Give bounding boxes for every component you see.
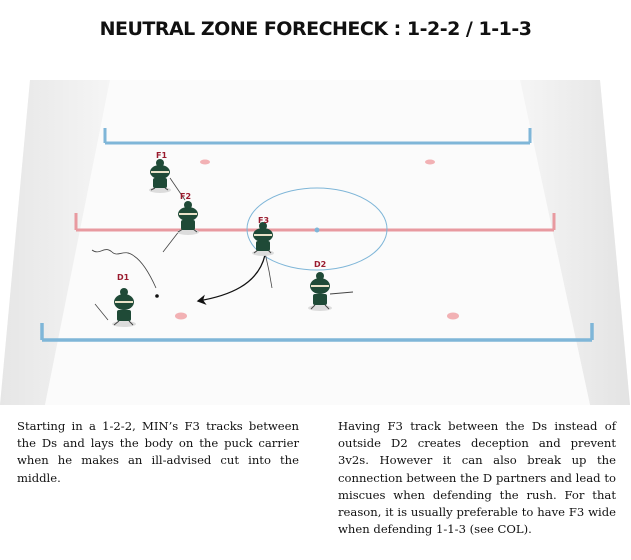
label-f2: F2 bbox=[180, 192, 192, 201]
rink-diagram bbox=[0, 70, 631, 415]
faceoff-dot bbox=[447, 313, 459, 320]
ice-surface bbox=[0, 80, 630, 405]
label-d1: D1 bbox=[117, 273, 130, 282]
label-f1: F1 bbox=[156, 151, 168, 160]
puck bbox=[155, 294, 159, 298]
label-d2: D2 bbox=[314, 260, 327, 269]
faceoff-dot bbox=[200, 160, 210, 165]
label-f3: F3 bbox=[258, 216, 270, 225]
page-title: NEUTRAL ZONE FORECHECK : 1-2-2 / 1-1-3 bbox=[99, 18, 532, 40]
faceoff-dot bbox=[425, 160, 435, 165]
faceoff-dot bbox=[175, 313, 187, 320]
caption-left: Starting in a 1-2-2, MIN’s F3 tracks between the Ds and lays the body on the puck carrier when he makes an ill-advised cut into the middle. bbox=[17, 419, 299, 485]
caption-right: Having F3 track between the Ds instead of outside D2 creates deception and prevent 3v2s. However it can also break up the connection between the D partners and lead to miscues when defending the rush. For that reason, it is usually preferable to have F3 wide when defending 1-1-3 (see COL). bbox=[338, 419, 616, 537]
center-dot bbox=[315, 228, 320, 233]
